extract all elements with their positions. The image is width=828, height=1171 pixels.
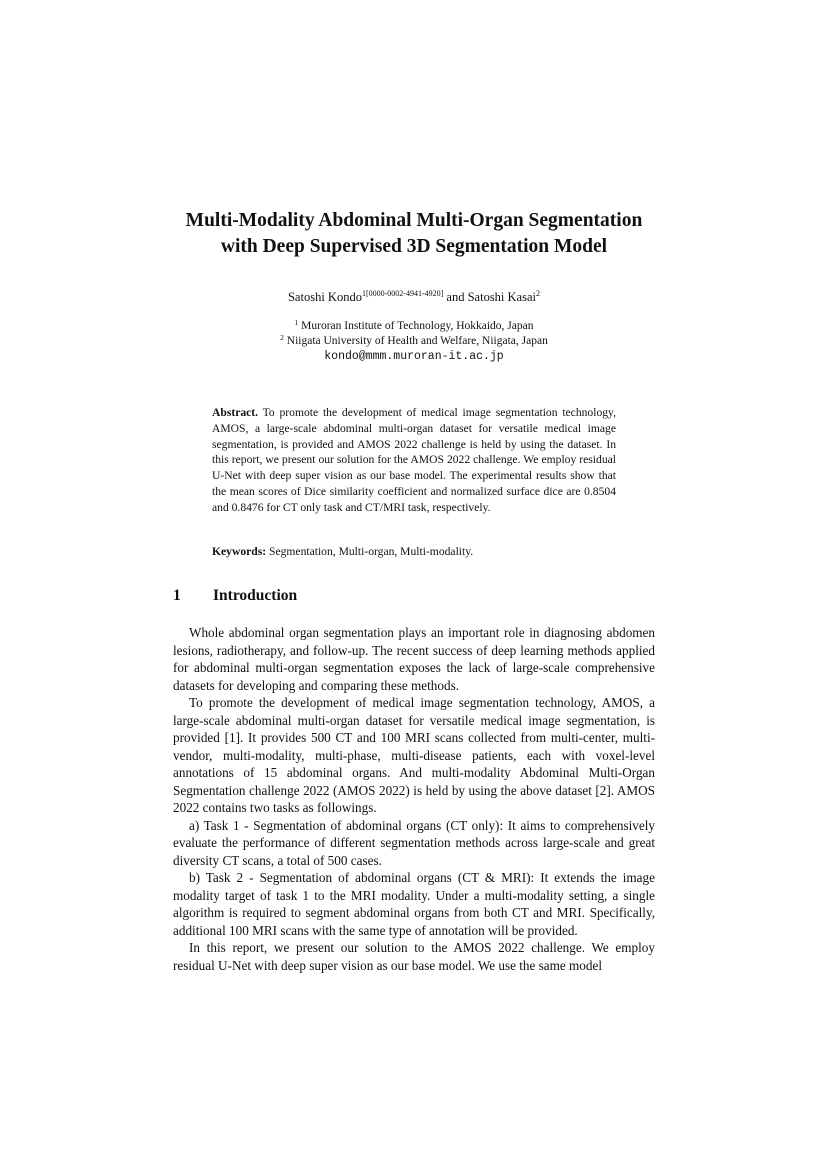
author-separator: and <box>443 290 468 304</box>
body-paragraph: b) Task 2 - Segmentation of abdominal organs (CT & MRI): It extends the image modality target of task 1 to the MRI modality. Under a multi-modality setting, a single algorithm is required to segment abdominal organs from both CT and MRI. Specifically, additional 100 MRI scans with the same type of annotation will be provided. <box>173 870 655 938</box>
author-2: Satoshi Kasai <box>467 290 536 304</box>
affiliation-1 <box>150 319 678 334</box>
affiliation-2-text: Niigata University of Health and Welfare, Niigata, Japan <box>286 335 548 347</box>
body-paragraph: Whole abdominal organ segmentation plays an important role in diagnosing abdomen lesions, radiotherapy, and follow-up. The recent success of deep learning methods applied for abdominal multi-organ segmentation exposes the lack of large-scale comprehensive datasets for developing and comparing these methods. <box>173 625 655 693</box>
abstract-label: Abstract. <box>212 406 259 419</box>
section-number: 1 <box>173 587 181 604</box>
title-line-2: with Deep Supervised 3D Segmentation Model <box>220 236 608 257</box>
keywords <box>212 544 616 560</box>
body-paragraph: a) Task 1 - Segmentation of abdominal organs (CT only): It aims to comprehensively evaluate the performance of different segmentation methods across large-scale and great diversity CT scans, a total of 500 cases. <box>173 817 655 868</box>
affiliation-2 <box>150 334 678 349</box>
author-line <box>150 289 678 305</box>
author-1: Satoshi Kondo <box>287 290 362 304</box>
abstract <box>212 405 616 516</box>
author-email: kondo@mmm.muroran-it.ac.jp <box>324 350 504 363</box>
paper-title <box>150 208 678 260</box>
affiliation-1-mark: 1 <box>294 318 299 327</box>
title-line-1: Multi-Modality Abdominal Multi-Organ Segmentation <box>185 210 643 231</box>
affiliation-2-mark: 2 <box>280 333 284 342</box>
keywords-label: Keywords: <box>212 545 267 558</box>
abstract-text: To promote the development of medical image segmentation technology, AMOS, a large-scale abdominal multi-organ dataset for versatile medical image segmentation, is provided and AMOS 2022 challenge is held by using the dataset. In this report, we present our solution for the AMOS 2022 challenge. We employ residual U-Net with deep super vision as our base model. The experimental results show that the mean scores of Dice similarity coefficient and normalized surface dice are 0.8504 and 0.8476 for CT only task and CT/MRI task, respectively. <box>212 406 616 514</box>
section-title: Introduction <box>213 587 298 604</box>
body-paragraph: To promote the development of medical image segmentation technology, AMOS, a large-scale abdominal multi-organ dataset for versatile medical image segmentation, is provided [1]. It provides 500 CT and 100 MRI scans collected from multi-center, multi-vendor, multi-modality, multi-phase, multi-disease patients, each with voxel-level annotations of 15 abdominal organs. And multi-modality Abdominal Multi-Organ Segmentation challenge 2022 (AMOS 2022) is held by using the above dataset [2]. AMOS 2022 contains two tasks as followings. <box>173 695 655 815</box>
author-1-affiliation-mark: 1[0000-0002-4941-4920] <box>361 289 444 298</box>
affiliation-1-text: Muroran Institute of Technology, Hokkaido, Japan <box>301 320 534 332</box>
author-2-affiliation-mark: 2 <box>536 289 540 298</box>
body-paragraph: In this report, we present our solution to the AMOS 2022 challenge. We employ residual U-Net with deep super vision as our base model. We use the same model <box>173 940 655 973</box>
introduction-body <box>173 624 655 974</box>
affiliations <box>150 319 678 364</box>
keywords-text: Segmentation, Multi-organ, Multi-modality. <box>269 545 474 558</box>
section-heading <box>173 585 297 607</box>
